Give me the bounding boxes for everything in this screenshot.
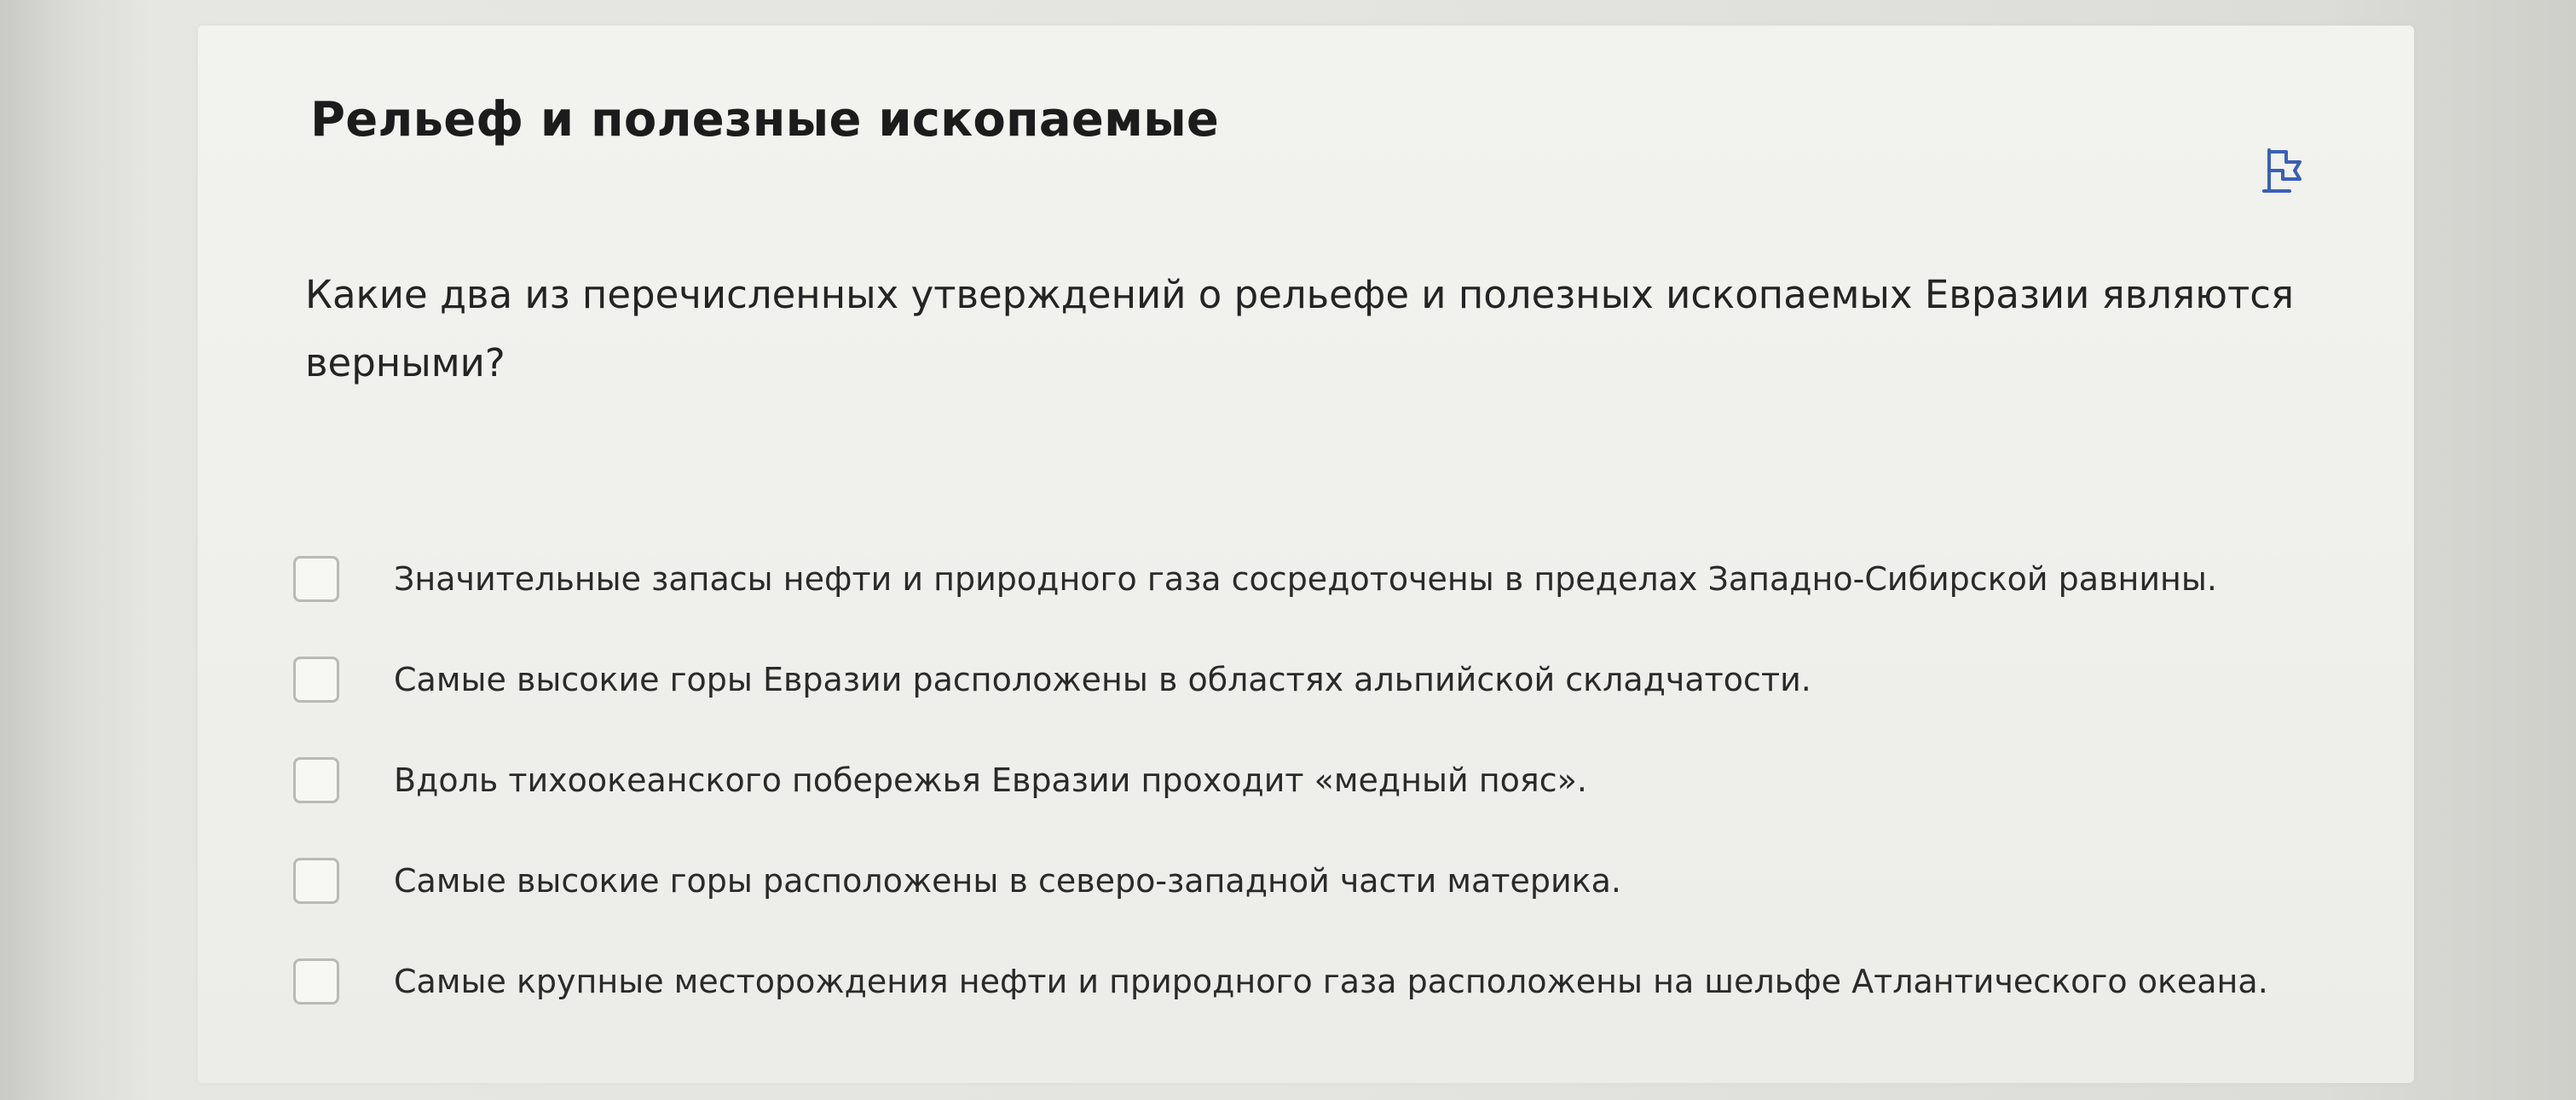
answer-option[interactable] (293, 529, 2356, 629)
answer-options (293, 529, 2356, 1032)
answer-option[interactable] (293, 730, 2356, 831)
answer-checkbox[interactable] (293, 858, 339, 904)
flag-icon (2261, 145, 2312, 196)
answer-checkbox[interactable] (293, 757, 339, 803)
answer-option[interactable] (293, 931, 2356, 1032)
answer-option-label: Самые крупные месторождения нефти и природного газа расположены на шельфе Атлантического океана. (394, 963, 2268, 1000)
flag-button[interactable] (2261, 145, 2312, 196)
answer-option[interactable] (293, 629, 2356, 730)
question-card (198, 26, 2414, 1083)
question-text: Какие два из перечисленных утверждений о рельефе и полезных ископаемых Евразии являются верными? (305, 272, 2295, 385)
answer-checkbox[interactable] (293, 958, 339, 1004)
answer-option[interactable] (293, 831, 2356, 931)
answer-checkbox[interactable] (293, 657, 339, 703)
answer-option-label: Самые высокие горы расположены в северо-западной части материка. (394, 862, 1621, 900)
answer-option-label: Самые высокие горы Евразии расположены в областях альпийской складчатости. (394, 661, 1811, 698)
answer-option-label: Значительные запасы нефти и природного газа сосредоточены в пределах Западно-Сибирской равнины. (394, 560, 2217, 598)
answer-option-label: Вдоль тихоокеанского побережья Евразии проходит «медный пояс». (394, 761, 1587, 799)
page-title: Рельеф и полезные ископаемые (310, 92, 1220, 148)
answer-checkbox[interactable] (293, 556, 339, 602)
